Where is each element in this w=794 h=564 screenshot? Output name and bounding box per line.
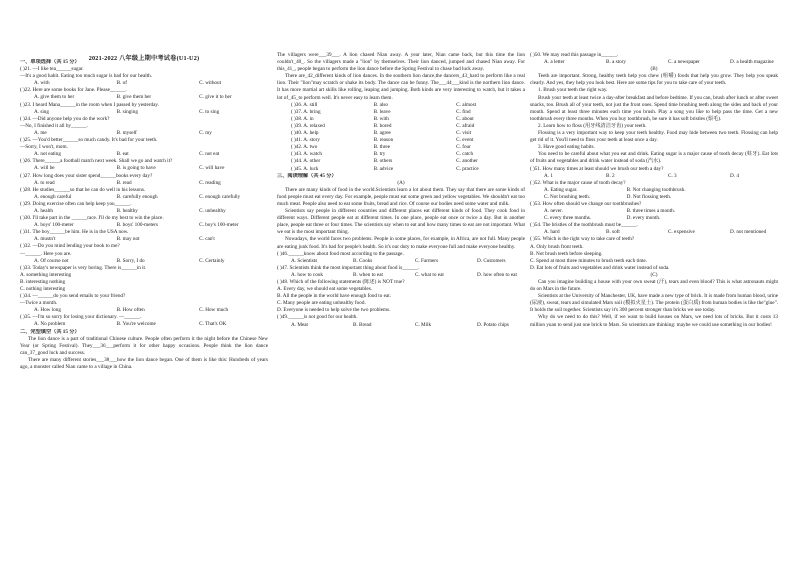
option-row — [20, 236, 268, 243]
question-line: ( )27. How long does your sister spend______books every day? — [20, 172, 153, 179]
option-text: B. agree — [373, 130, 391, 137]
option-text: A. me — [34, 129, 47, 136]
question-line: A. Every day, we should eat some vegetables. — [277, 286, 373, 293]
option-text: ( )36. A. still — [291, 101, 318, 108]
option-text: B. reason — [373, 137, 394, 144]
option-row — [277, 123, 525, 130]
option-row — [20, 208, 268, 215]
option-text: D. how often to eat — [477, 271, 517, 278]
question-line: ( )23. I heard Mana______in the room when I passed by yesterday. — [20, 101, 159, 108]
question-line: ( )26. There______a football match next week. Shall we go and watch it? — [20, 158, 173, 165]
option-text: B. read — [116, 179, 132, 186]
option-text: B. Sorry, I do — [116, 257, 145, 264]
question-line: ( )51. How many times at least should we brush our teeth a day? — [530, 165, 664, 172]
option-text: D. not mentioned — [730, 229, 767, 236]
option-text: C. my — [199, 129, 212, 136]
passage-label: (B) — [650, 66, 658, 73]
passage-paragraph: There are_42_different kinds of lion dances. In the southern lion dance,the dancers_43_hard to perform like a real lion. Their "lion"may scratch or shake its body. The dance can be funny. The___44___kind is the northern lion dance. It has more martial art skills like rolling, leaping and jumping. Both kinds are very interesting to watch, but it takes a lot of_45_to perform well. It's never easy to learn them. — [277, 73, 525, 101]
question-line: ( )47. Scientists think the most important thing about food is______. — [277, 264, 420, 271]
passage-paragraph: There are many different stories___38___how the lion dance began. One of them is like this: Hundreds of years ago, a monster called Nian came to a village in China. — [20, 356, 268, 371]
option-text: A. to read — [34, 179, 55, 186]
question-line: ( )50. We may read this passage in______. — [530, 52, 619, 58]
option-text: A. health — [34, 207, 54, 214]
option-text: D. Not flossing teeth. — [626, 193, 672, 200]
option-text: B. three times a month. — [626, 208, 675, 215]
option-text: ( )37. A. bring — [291, 108, 321, 115]
option-row — [20, 307, 268, 314]
option-row — [277, 322, 525, 329]
passage-paragraph: Flossing is a very important way to keep your teeth healthy. Food may hide between two teeth. Flossing can help get rid of it. You'll need to floss your teeth at least once a day. — [530, 130, 778, 144]
exam-title: 2021-2022 八年级上期中考试卷(U1-U2) — [88, 55, 200, 62]
option-text: C. event — [456, 137, 474, 144]
option-text: C. every three months. — [544, 215, 592, 222]
passage-paragraph: There are many kinds of food in the world.Scientists learn a lot about them. They say that there are some kinds of food people must eat every day. For example, people must eat some green and yellow vegetables. We shouldn't eat too much meat. People also need to eat some fruits, bread and rice. Of course our bodies need some water and milk. — [277, 186, 525, 207]
option-text: C. unhealthy — [199, 207, 226, 214]
option-row — [530, 215, 778, 222]
passage-paragraph: Brush your teeth at least twice a day-after breakfast and before bedtime. If you can, brush after lunch or after sweet snacks, too. Brush all of your teeth, not just the front ones. Spend time brushing teeth along the sides and back of your mouth. Spend at least three minutes each time you brush. Play a song you like to help pass the time. Get a new toothbrush every three months. When you buy toothbrush, be sure it has soft bristles (鬃毛). — [530, 94, 778, 122]
option-text: B. is going to have — [116, 165, 156, 172]
passage-paragraph: You need to be careful about what you eat and drink. Eating sugar is a major cause of tooth decay (蛀牙). Eat lots of fruits and vegetables and drink water instead of soda (汽水). — [530, 151, 778, 165]
option-text: A. never. — [544, 208, 563, 215]
option-text: B. Not changing toothbrush. — [626, 186, 686, 193]
option-text: C. visit — [456, 130, 472, 137]
option-row — [530, 187, 778, 194]
option-text: A. a letter — [544, 59, 565, 66]
option-row — [20, 109, 268, 116]
question-line: A. Only brush front teeth. — [530, 243, 584, 250]
option-row — [530, 59, 778, 66]
option-text: A. Meat — [291, 321, 308, 328]
option-text: B. Bread — [353, 321, 372, 328]
question-line: —It's a good habit. Eating too much sugar is bad for our health. — [20, 73, 153, 80]
option-text: B. advice — [373, 165, 394, 172]
question-line: D. Everyone is needed to help solve the two problems. — [277, 307, 391, 314]
option-text: C. Milk — [415, 321, 432, 328]
option-text: ( )44. A. other — [291, 158, 321, 165]
question-line: ( )21. —I like tea______sugar. — [20, 66, 84, 73]
option-text: ( )39. A. relaxed — [291, 122, 325, 129]
option-text: D. every month. — [626, 215, 661, 222]
option-text: C. boy's 100-meter — [199, 222, 239, 229]
option-text: C. almost — [456, 101, 477, 108]
question-line: —No, I finished it all by______. — [20, 122, 88, 129]
option-row — [277, 109, 525, 116]
question-line: ( )54. The bristles of the toothbrush must be______. — [530, 222, 638, 229]
option-text: A. How long — [34, 307, 61, 314]
option-text: C. will have — [199, 165, 225, 172]
option-text: B. try — [373, 151, 386, 158]
question-line: ( )53. How often should we change our toothbrushes? — [530, 200, 642, 207]
option-text: B. give them her — [116, 94, 152, 101]
option-row — [277, 158, 525, 165]
option-text: A. hard — [544, 229, 560, 236]
option-text: C. four — [456, 144, 471, 151]
option-row — [277, 144, 525, 151]
option-row — [20, 258, 268, 265]
option-row — [20, 130, 268, 137]
option-text: B. singing — [116, 108, 138, 115]
question-line: D. Eat lots of fruits and vegetables and drink water instead of soda. — [530, 264, 670, 271]
option-text: A. sing — [34, 108, 49, 115]
option-text: B. myself — [116, 129, 137, 136]
option-text: B. when to eat — [353, 271, 383, 278]
question-line: ( )30. I'll take part in the ______race. I'll do my best to win the place. — [20, 215, 164, 222]
option-text: A. boys' 100-meter — [34, 222, 74, 229]
option-text: B. soft — [606, 229, 620, 236]
option-text: B. also — [373, 101, 388, 108]
question-line: ( )28. He studies______so that he can do well in his lessons. — [20, 186, 146, 193]
option-text: B. of — [116, 80, 127, 87]
question-line: B. All the people in the world have enough food to eat. — [277, 293, 391, 300]
option-row — [20, 165, 268, 172]
option-row — [20, 180, 268, 187]
question-line: ( )33. Today's newspaper is very boring. There is______in it. — [20, 264, 147, 271]
option-row — [277, 166, 525, 173]
option-text: C. give it to her — [199, 94, 232, 101]
option-text: A. with — [34, 80, 50, 87]
question-line: ( )24. —Did anyone help you do the work? — [20, 115, 110, 122]
passage-paragraph: 2. Learn how to floss (用牙线清洁牙齿) your teeth. — [538, 122, 647, 129]
option-text: D. a health magazine — [730, 59, 774, 66]
question-line: ( )25. —You'd better______so much candy. It's bad for your teeth. — [20, 137, 158, 144]
option-row — [530, 208, 778, 215]
option-text: A. how to cook — [291, 271, 323, 278]
question-line: ( )35. —I'm so sorry for losing your dictionary. —______. — [20, 314, 142, 321]
option-text: C. without — [199, 80, 222, 87]
option-row — [277, 151, 525, 158]
option-text: C. Farmers — [415, 257, 439, 264]
option-text: B. bored — [373, 122, 392, 129]
option-text: C. catch — [456, 151, 474, 158]
option-row — [277, 137, 525, 144]
option-text: A. Of course not — [34, 257, 69, 264]
question-line: ( )29. Doing exercise often can help keep you______. — [20, 200, 132, 207]
option-text: C. How much — [199, 307, 229, 314]
option-row — [20, 194, 268, 201]
question-line: ( )32. —Do you mind lending your book to me? — [20, 243, 120, 250]
option-text: C. Certainly — [199, 257, 225, 264]
question-line: —Twice a month. — [20, 300, 58, 307]
option-text: C. can't — [199, 236, 215, 243]
passage-paragraph: Why do we need to do this? Well, if we want to build houses on Mars, we need lots of bricks. But it costs 13 million yuan to send just one brick to Mars. So scientists are thinking: maybe we could use something in our bodies! — [530, 314, 778, 328]
option-text: C. enough carefully — [199, 193, 241, 200]
passage-label: (A) — [397, 179, 405, 186]
passage-paragraph: Teeth are important. Strong, healthy teeth help you chew (咀嚼) foods that help you grow. They help you speak clearly. And yes, they help you look best. Here are some tips for you to take care of your teeth. — [530, 73, 778, 87]
option-text: B. eat — [116, 151, 129, 158]
option-text: B. others — [373, 158, 393, 165]
option-text: B. carefully enough — [116, 193, 158, 200]
option-text: A. No problem — [34, 321, 66, 328]
option-text: C. not eat — [199, 151, 220, 158]
option-text: C. afraid — [456, 122, 475, 129]
passage-paragraph: The lion dance is a part of traditional Chinese culture. People often perform it the night before the Chinese New Year (or Spring Festival). They___36___perform it for other happy occasions. People think the lion dance can_37_good luck and success. — [20, 335, 268, 356]
option-row — [277, 258, 525, 265]
option-row — [20, 80, 268, 87]
question-line: —______. Here you are. — [20, 250, 72, 257]
option-row — [277, 130, 525, 137]
option-text: D. 4 — [730, 172, 739, 179]
question-line: ( )34. —______do you send emails to your friend? — [20, 293, 126, 300]
passage-paragraph: Can you imagine building a house with your own sweat (汗), tears and even blood? This is what astronauts might do on Mars in the future. — [530, 279, 778, 293]
passage-paragraph: 3. Have good eating habits. — [538, 144, 595, 151]
option-text: C. what to eat — [415, 271, 444, 278]
option-row — [20, 321, 268, 328]
section-heading: 三、阅读理解（共 45 分） — [277, 172, 337, 179]
question-line: C. nothing interesting — [20, 286, 66, 292]
question-line: C. Many people are eating unhealthy food. — [277, 300, 366, 307]
question-line: A. something interesting — [20, 271, 72, 278]
question-line: B. interesting nothing — [20, 278, 66, 285]
option-text: B. boys' 100-meters — [116, 222, 158, 229]
passage-label: (C) — [650, 271, 658, 278]
question-line: ( )49.______is not good for our health. — [277, 314, 358, 321]
option-row — [530, 229, 778, 236]
option-text: A. mustn't — [34, 236, 56, 243]
option-text: B. three — [373, 144, 390, 151]
option-text: B. How often — [116, 307, 145, 314]
question-line: C. Spend at most three minutes to brush teeth each time. — [530, 257, 647, 264]
option-text: C. That's OK — [199, 321, 227, 328]
option-row — [530, 194, 778, 201]
option-text: A. will be — [34, 165, 55, 172]
option-text: C. 3 — [668, 172, 677, 179]
option-text: ( )40. A. help — [291, 130, 319, 137]
option-text: A. not eating — [34, 151, 61, 158]
option-text: D. Customers — [477, 257, 506, 264]
option-text: B. with — [373, 115, 389, 122]
question-line: ( )48. Which of the following statements (陈述) is NOT true? — [277, 279, 405, 285]
option-text: B. You're welcome — [116, 321, 156, 328]
option-text: B. a story — [606, 59, 627, 66]
option-text: C. about — [456, 115, 474, 122]
question-line: ( )46.______know about food most according to the passage. — [277, 250, 404, 257]
option-text: C. reading — [199, 179, 221, 186]
option-text: A. enough careful — [34, 193, 72, 200]
option-text: A. Scientists — [291, 257, 318, 264]
option-text: C. find — [456, 108, 471, 115]
option-text: A. Eating sugar. — [544, 186, 578, 193]
question-line: ( )55. Which is the right way to take care of teeth? — [530, 236, 635, 243]
column-middle — [277, 52, 525, 557]
option-row — [530, 173, 778, 180]
option-text: A. 1 — [544, 172, 553, 179]
option-row — [277, 272, 525, 279]
question-line: —Sorry, I won't, mom. — [20, 144, 68, 151]
passage-paragraph: 1. Brush your teeth the right way. — [538, 87, 608, 94]
passage-paragraph: Scientists at the University of Manchester, UK, have made a new type of brick. It is made from human blood, urine (尿液), sweat, tears and simulated Mars soil (模拟火星土). The protein (蛋白质) from human bodies is like the"glue". It holds the soil together. Scientists say it's 300 percent stronger than bricks we use today. — [530, 293, 778, 314]
column-right — [530, 52, 778, 557]
option-text: ( )43. A. watch — [291, 151, 322, 158]
option-text: C. practice — [456, 165, 479, 172]
option-text: A. give them to her — [34, 94, 75, 101]
passage-paragraph: Nowadays, the world faces two problems. People in some places, for example, in Africa, are not full. Many people are eating junk food. It's bad for people's health. So it's our duty to make everyone full and make everyone healthy. — [277, 236, 525, 250]
question-line: ( )52. What is the major cause of tooth decay? — [530, 179, 626, 186]
option-row — [20, 151, 268, 158]
option-row — [20, 94, 268, 101]
option-text: ( )38. A. in — [291, 115, 314, 122]
option-text: C. a newspaper — [668, 59, 700, 66]
option-text: C. Not brushing teeth. — [544, 193, 590, 200]
option-text: D. Potato chips — [477, 321, 509, 328]
passage-paragraph: The villagers were___39___. A lion chased Nian away. A year later, Nian came back, but this time the lion couldn't_40_. So the villagers made a "lion" by themselves. Their lion danced, jumped and chased Nian away. For this_41_, people began to perform the lion dance before the Spring Festival to chase bad luck away. — [277, 52, 525, 73]
question-line: ( )31. The boy______be him. He is in the USA now. — [20, 229, 129, 236]
option-text: B. healthy — [116, 207, 138, 214]
option-text: ( )42. A. two — [291, 144, 318, 151]
question-line: ( )22. Here are some books for Jane. Please______. — [20, 87, 127, 94]
option-text: ( )45. A. luck — [291, 165, 319, 172]
column-left — [20, 59, 268, 564]
option-text: C. expensive — [668, 229, 695, 236]
option-text: B. 2 — [606, 172, 615, 179]
option-row — [277, 116, 525, 123]
option-text: B. Cooks — [353, 257, 373, 264]
option-text: ( )41. A. story — [291, 137, 320, 144]
option-text: C. another — [456, 158, 478, 165]
section-heading: 二、完型填空（共 15 分） — [20, 328, 80, 335]
section-heading: 一、单项选择（共 15 分） — [20, 59, 80, 65]
option-text: B. leave — [373, 108, 391, 115]
option-row — [20, 222, 268, 229]
option-text: C. to sing — [199, 108, 220, 115]
option-text: B. may not — [116, 236, 140, 243]
option-row — [277, 102, 525, 109]
question-line: B. Not brush teeth before sleeping. — [530, 250, 603, 257]
passage-paragraph: Scientists say people in different countries and different places eat different kinds of food. They cook food in different ways. Different people eat at different times. In one place, people eat once or twice a day. But in another place, people eat three or four times. The scientists say when to eat and how many times to eat are not important. What we eat is the most important thing. — [277, 208, 525, 236]
